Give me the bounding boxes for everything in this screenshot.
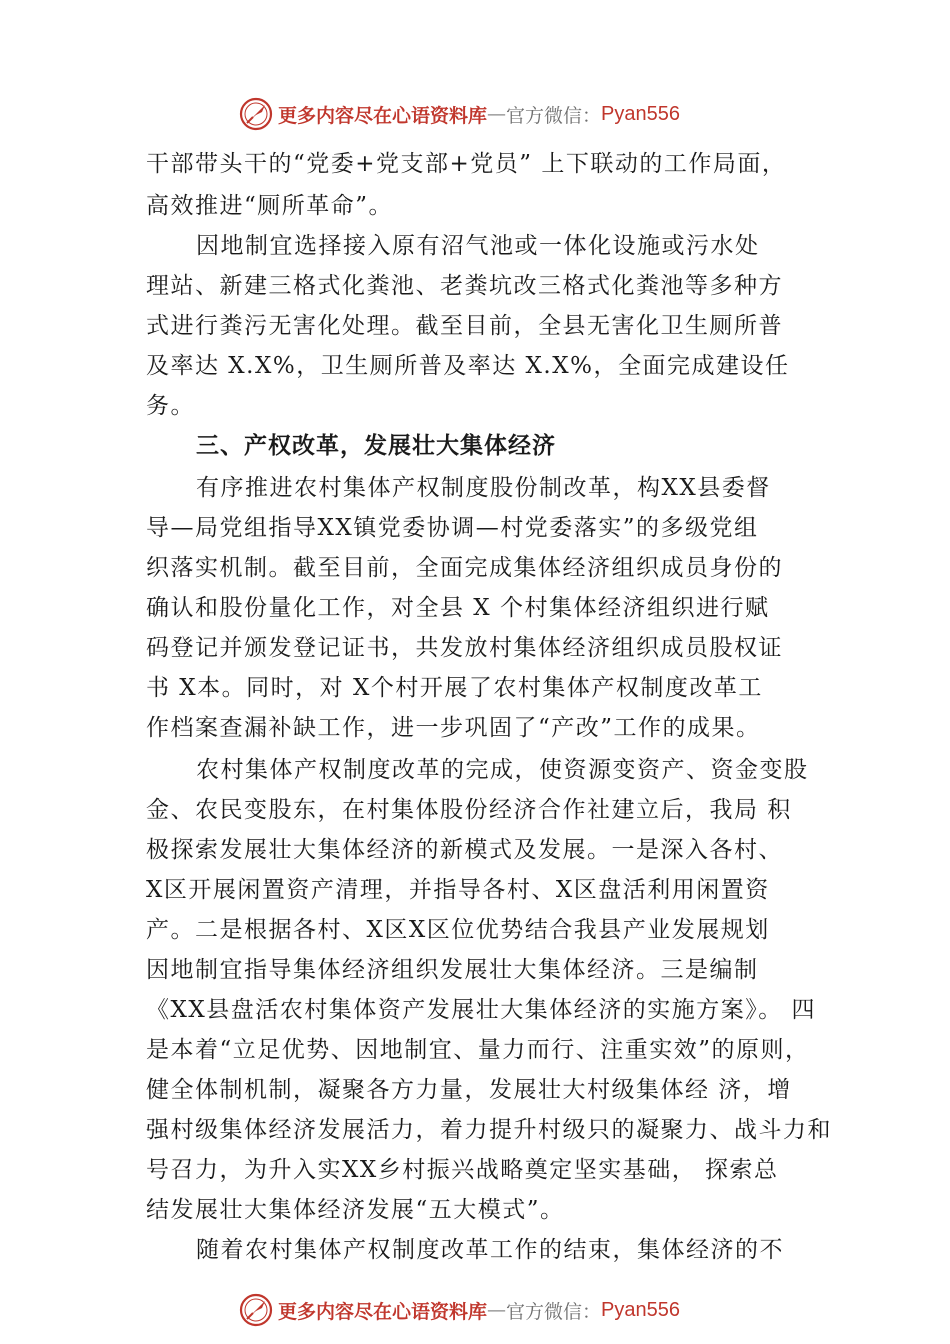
doc-line: 《XX县盘活农村集体资产发展壮大集体经济的实施方案》。 四 [146, 997, 817, 1023]
doc-line: 式进行粪污无害化处理。截至目前，全县无害化卫生厕所普 [146, 313, 783, 339]
doc-line: 号召力，为升入实XX乡村振兴战略奠定坚实基础， 探索总 [146, 1157, 779, 1183]
doc-line: 产。二是根据各村、X区X区位优势结合我县产业发展规划 [146, 917, 770, 943]
banner-wechat-id: Pyan556 [601, 102, 680, 125]
doc-line: 有序推进农村集体产权制度股份制改革，构XX县委督 [196, 475, 771, 501]
section-heading: 三、产权改革，发展壮大集体经济 [196, 433, 556, 459]
quill-logo-icon [238, 1292, 274, 1328]
doc-line: 确认和股份量化工作，对全县 X 个村集体经济组织进行赋 [146, 595, 770, 621]
doc-line: 金、农民变股东，在村集体股份经济合作社建立后，我局 积 [146, 797, 792, 823]
doc-line: 健全体制机制，凝聚各方力量，发展壮大村级集体经 济，增 [146, 1077, 792, 1103]
doc-line: 导—局党组指导XX镇党委协调—村党委落实”的多级党组 [146, 515, 759, 541]
doc-line: 是本着“立足优势、因地制宜、量力而行、注重实效”的原则， [146, 1037, 810, 1063]
doc-line: 因地制宜选择接入原有沼气池或一体化设施或污水处 [196, 233, 760, 259]
doc-line: 高效推进“厕所革命”。 [146, 193, 394, 219]
doc-line: 理站、新建三格式化粪池、老粪坑改三格式化粪池等多种方 [146, 273, 783, 299]
doc-line: 作档案查漏补缺工作，进一步巩固了“产改”工作的成果。 [146, 715, 761, 741]
banner-dash: — [487, 103, 507, 125]
doc-line: X区开展闲置资产清理，并指导各村、X区盘活利用闲置资 [146, 877, 770, 903]
doc-line: 干部带头干的“党委+党支部+党员” 上下联动的工作局面， [146, 151, 787, 177]
doc-line: 书 X本。同时，对 X个村开展了农村集体产权制度改革工 [146, 675, 763, 701]
footer-watermark-banner [238, 1290, 680, 1330]
banner-wechat-label: 官方微信： [506, 104, 602, 127]
header-watermark-banner [238, 94, 680, 134]
doc-line: 结发展壮大集体经济发展“五大模式”。 [146, 1197, 565, 1223]
banner-dash: — [487, 1299, 507, 1321]
doc-line: 因地制宜指导集体经济组织发展壮大集体经济。三是编制 [146, 957, 759, 983]
doc-line: 织落实机制。截至目前，全面完成集体经济组织成员身份的 [146, 555, 783, 581]
banner-wechat-id: Pyan556 [601, 1298, 680, 1321]
doc-line: 务。 [146, 393, 195, 419]
doc-line: 随着农村集体产权制度改革工作的结束，集体经济的不 [196, 1237, 784, 1263]
doc-line: 极探索发展壮大集体经济的新模式及发展。一是深入各村、 [146, 837, 783, 863]
doc-line: 强村级集体经济发展活力，着力提升村级只的凝聚力、战斗力和 [146, 1117, 832, 1143]
banner-wechat-label: 官方微信： [506, 1300, 602, 1323]
banner-main-text: 更多内容尽在心语资料库 [278, 104, 488, 127]
banner-main-text: 更多内容尽在心语资料库 [278, 1300, 488, 1323]
doc-line: 码登记并颁发登记证书，共发放村集体经济组织成员股权证 [146, 635, 783, 661]
quill-logo-icon [238, 96, 274, 132]
doc-line: 及率达 X.X%，卫生厕所普及率达 X.X%，全面完成建设任 [146, 353, 790, 379]
doc-line: 农村集体产权制度改革的完成，使资源变资产、资金变股 [196, 757, 809, 783]
